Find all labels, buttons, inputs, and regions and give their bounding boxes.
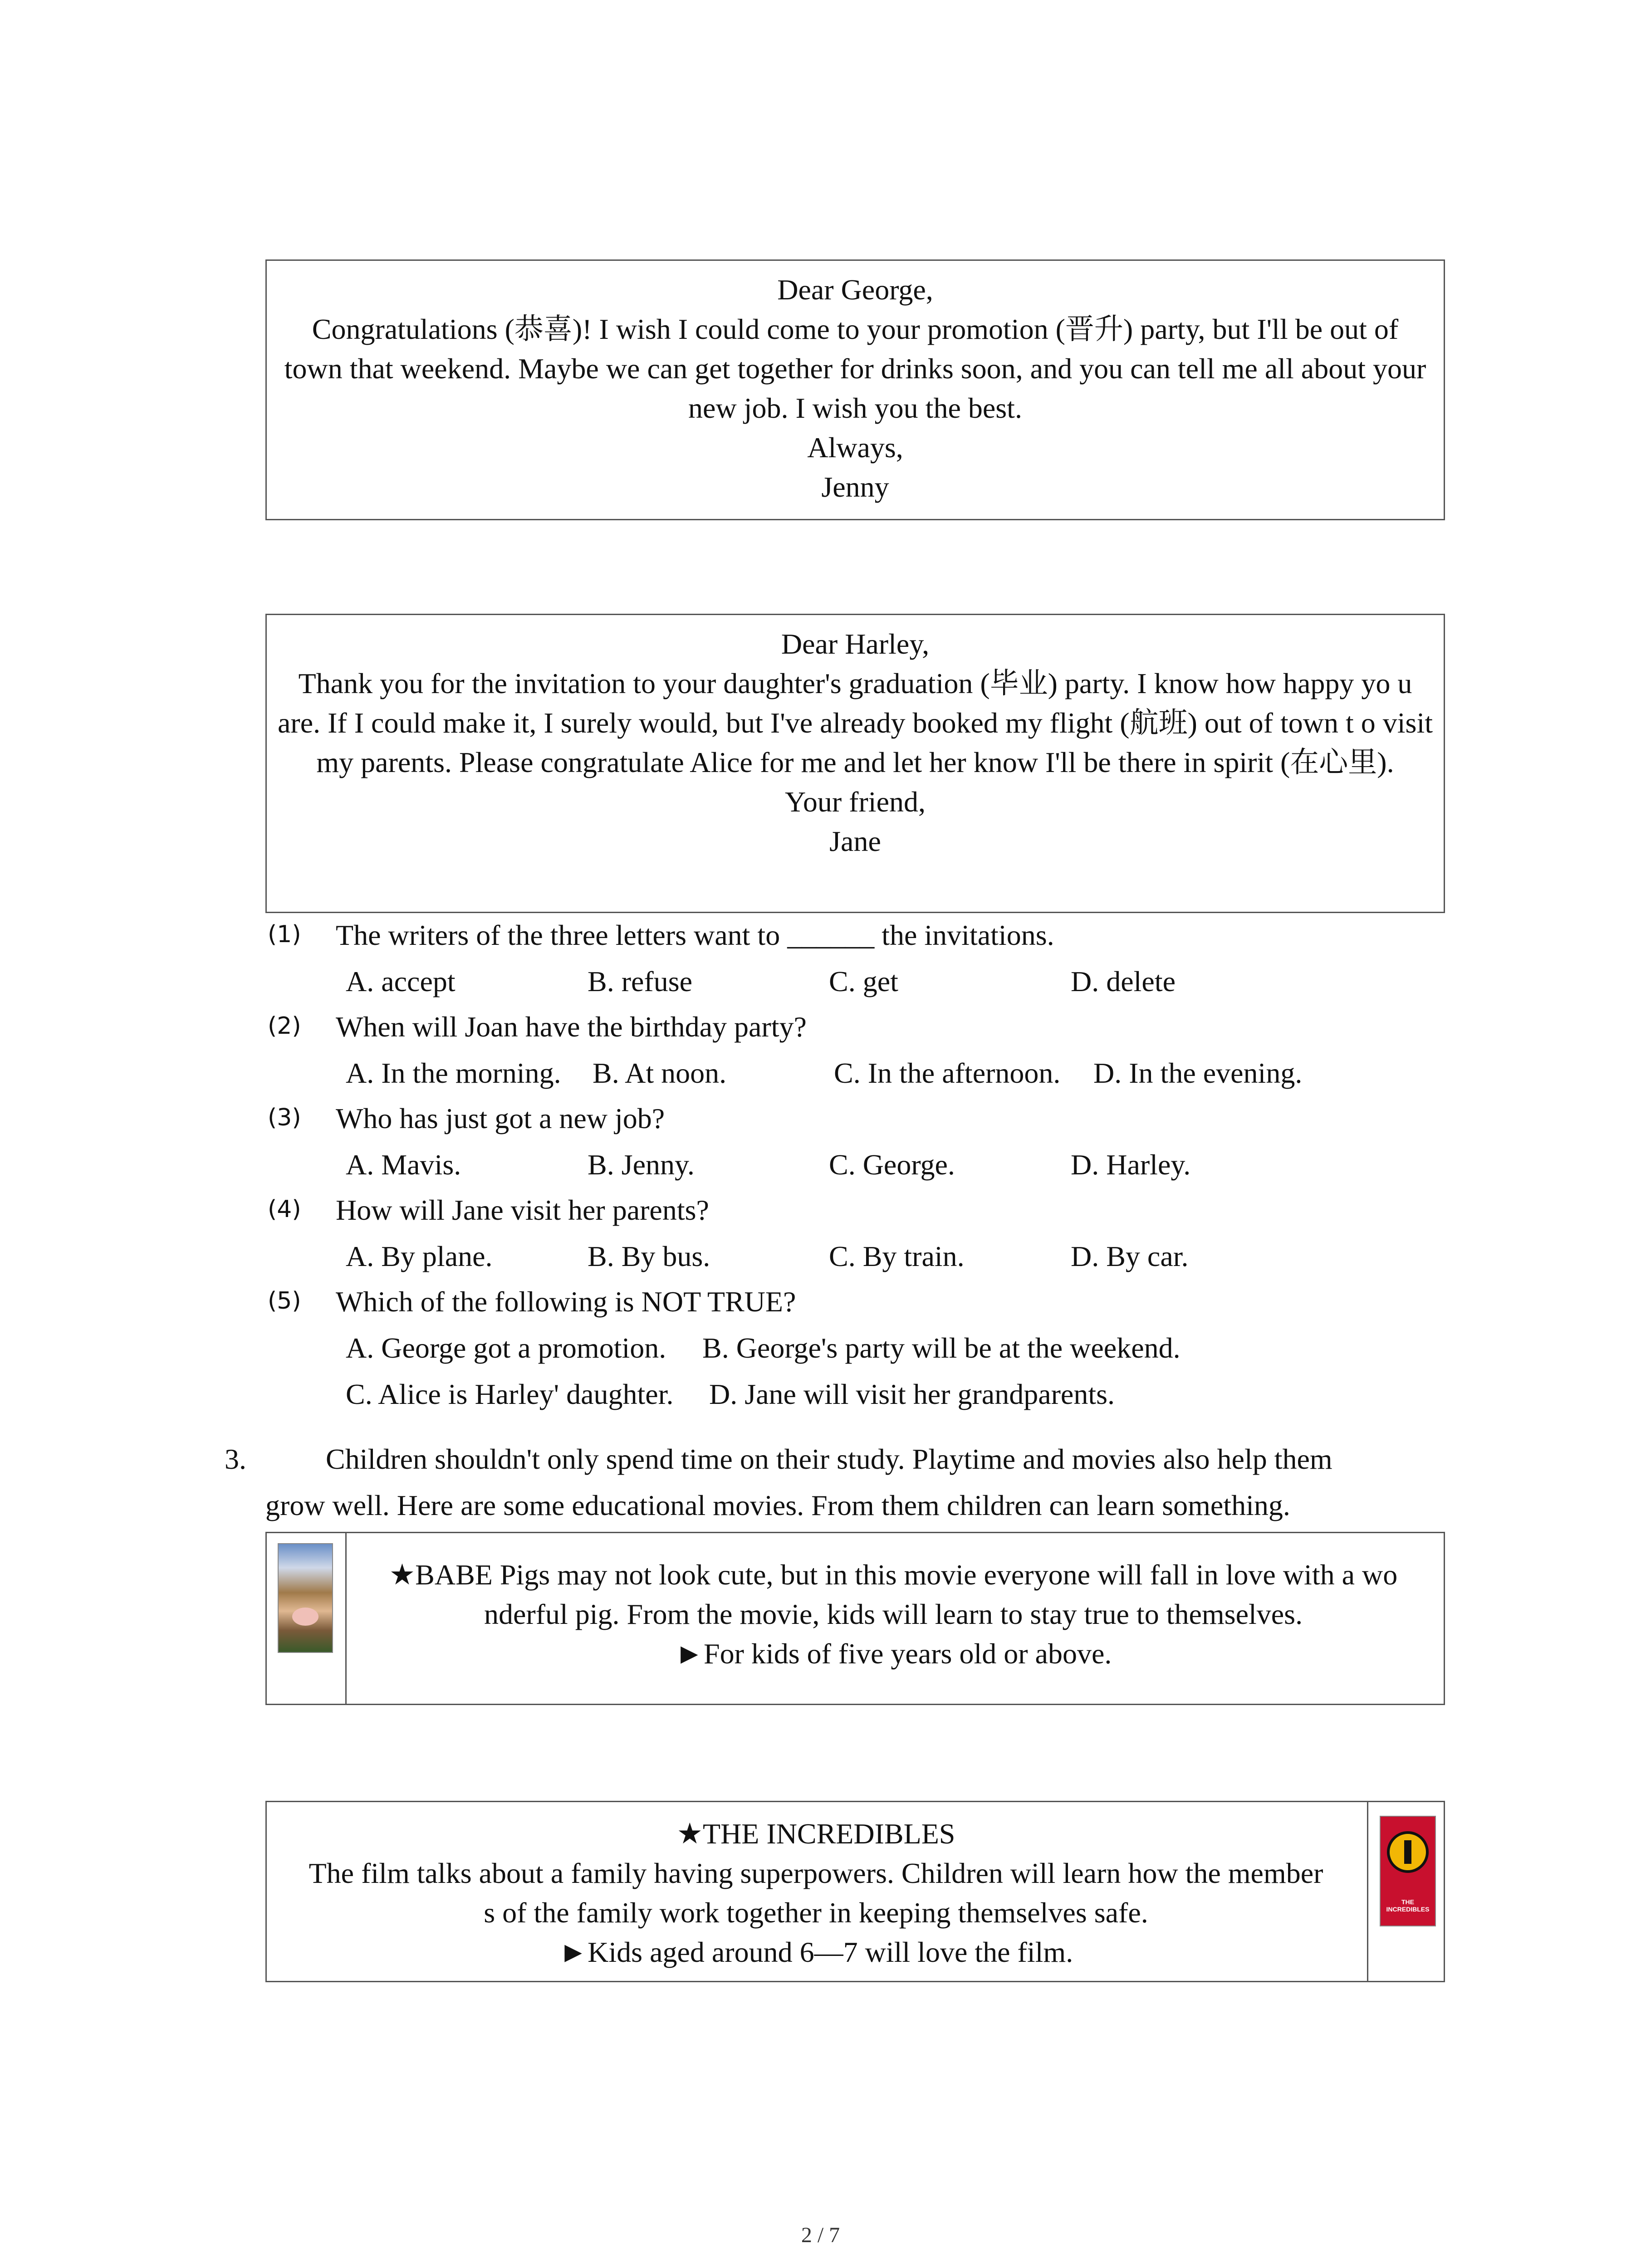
- question-text: The writers of the three letters want to ______ the invitations.: [336, 919, 1054, 951]
- page-number: 2 / 7: [801, 2223, 840, 2247]
- babe-line1: ★BABE Pigs may not look cute, but in this movie everyone will fall in love with a wo: [389, 1559, 1398, 1591]
- incredibles-logo-i: [1404, 1840, 1411, 1864]
- letter-signature: Jenny: [821, 471, 889, 503]
- incredibles-description: [272, 1814, 1360, 1972]
- babe-poster-image: [278, 1543, 333, 1653]
- option-b[interactable]: B. refuse: [588, 965, 693, 997]
- letter-george: [267, 261, 1444, 507]
- babe-line2: nderful pig. From the movie, kids will learn to stay true to themselves.: [484, 1598, 1303, 1630]
- question-text: Who has just got a new job?: [336, 1102, 665, 1134]
- incredibles-title: ★THE INCREDIBLES: [676, 1818, 955, 1850]
- option-a[interactable]: A. George got a promotion.: [346, 1332, 666, 1364]
- babe-description: [348, 1555, 1438, 1673]
- incredibles-poster-title: THE INCREDIBLES: [1386, 1898, 1430, 1913]
- babe-pig-shape: [292, 1608, 318, 1626]
- option-c[interactable]: C. By train.: [829, 1240, 965, 1272]
- option-b[interactable]: B. Jenny.: [588, 1149, 695, 1181]
- letter-harley: [267, 615, 1444, 861]
- letter-salutation: Dear Harley,: [781, 628, 930, 660]
- question-number: (1): [268, 921, 301, 948]
- question-number: (4): [268, 1196, 301, 1223]
- option-b[interactable]: B. George's party will be at the weekend.: [702, 1332, 1181, 1364]
- option-d[interactable]: D. By car.: [1071, 1240, 1189, 1272]
- incredibles-line1: The film talks about a family having superpowers. Children will learn how the member: [309, 1857, 1323, 1889]
- option-d[interactable]: D. Harley.: [1071, 1149, 1191, 1181]
- incredibles-line3: ►Kids aged around 6—7 will love the film.: [558, 1936, 1073, 1968]
- movie-incredibles-table: [265, 1801, 1445, 1982]
- option-d[interactable]: D. delete: [1071, 965, 1176, 997]
- section-intro-line2: grow well. Here are some educational movies. From them children can learn something.: [265, 1489, 1290, 1521]
- question-text: How will Jane visit her parents?: [336, 1194, 709, 1226]
- option-c[interactable]: C. George.: [829, 1149, 955, 1181]
- letter-closing: Always,: [807, 431, 903, 464]
- option-b[interactable]: B. At noon.: [593, 1057, 727, 1089]
- incredibles-line2: s of the family work together in keeping themselves safe.: [484, 1897, 1148, 1929]
- letter-closing: Your friend,: [785, 786, 926, 818]
- question-number: (2): [268, 1012, 301, 1040]
- incredibles-poster-image: [1380, 1816, 1436, 1926]
- question-number: (3): [268, 1104, 301, 1131]
- letter-signature: Jane: [829, 825, 881, 857]
- babe-line3: ►For kids of five years old or above.: [675, 1637, 1112, 1670]
- option-a[interactable]: A. In the morning.: [346, 1057, 561, 1089]
- option-d[interactable]: D. In the evening.: [1093, 1057, 1303, 1089]
- table-divider: [345, 1533, 347, 1704]
- table-divider: [1367, 1802, 1368, 1981]
- letter-body: Thank you for the invitation to your daughter's graduation (毕业) party. I know how happy yo u are. If I could make it, I surely would, but I've already booked my flight (航班) out of town t o visit my parents. Please congratulate Alice for me and let her know I'll be there in spirit (在心里).: [277, 667, 1433, 778]
- section-intro-line1: Children shouldn't only spend time on their study. Playtime and movies also help them: [326, 1443, 1332, 1475]
- option-a[interactable]: A. Mavis.: [346, 1149, 461, 1181]
- movie-babe-table: [265, 1532, 1445, 1705]
- option-c[interactable]: C. get: [829, 965, 898, 997]
- incredibles-logo-circle: [1387, 1831, 1429, 1873]
- letter-salutation: Dear George,: [777, 274, 933, 306]
- option-b[interactable]: B. By bus.: [588, 1240, 710, 1272]
- option-c[interactable]: C. In the afternoon.: [834, 1057, 1061, 1089]
- option-d[interactable]: D. Jane will visit her grandparents.: [709, 1378, 1115, 1410]
- question-number: (5): [268, 1287, 301, 1315]
- question-text: Which of the following is NOT TRUE?: [336, 1286, 796, 1318]
- letter-harley-box: [265, 614, 1445, 913]
- option-c[interactable]: C. Alice is Harley' daughter.: [346, 1378, 674, 1410]
- option-a[interactable]: A. By plane.: [346, 1240, 493, 1272]
- question-text: When will Joan have the birthday party?: [336, 1011, 807, 1043]
- option-a[interactable]: A. accept: [346, 965, 456, 997]
- letter-george-box: [265, 259, 1445, 520]
- section-number: 3.: [225, 1443, 246, 1475]
- letter-body: Congratulations (恭喜)! I wish I could come to your promotion (晋升) party, but I'll be out of town that weekend. Maybe we can get together for drinks soon, and you can tell me all about your new job. I wish you the best.: [284, 313, 1426, 424]
